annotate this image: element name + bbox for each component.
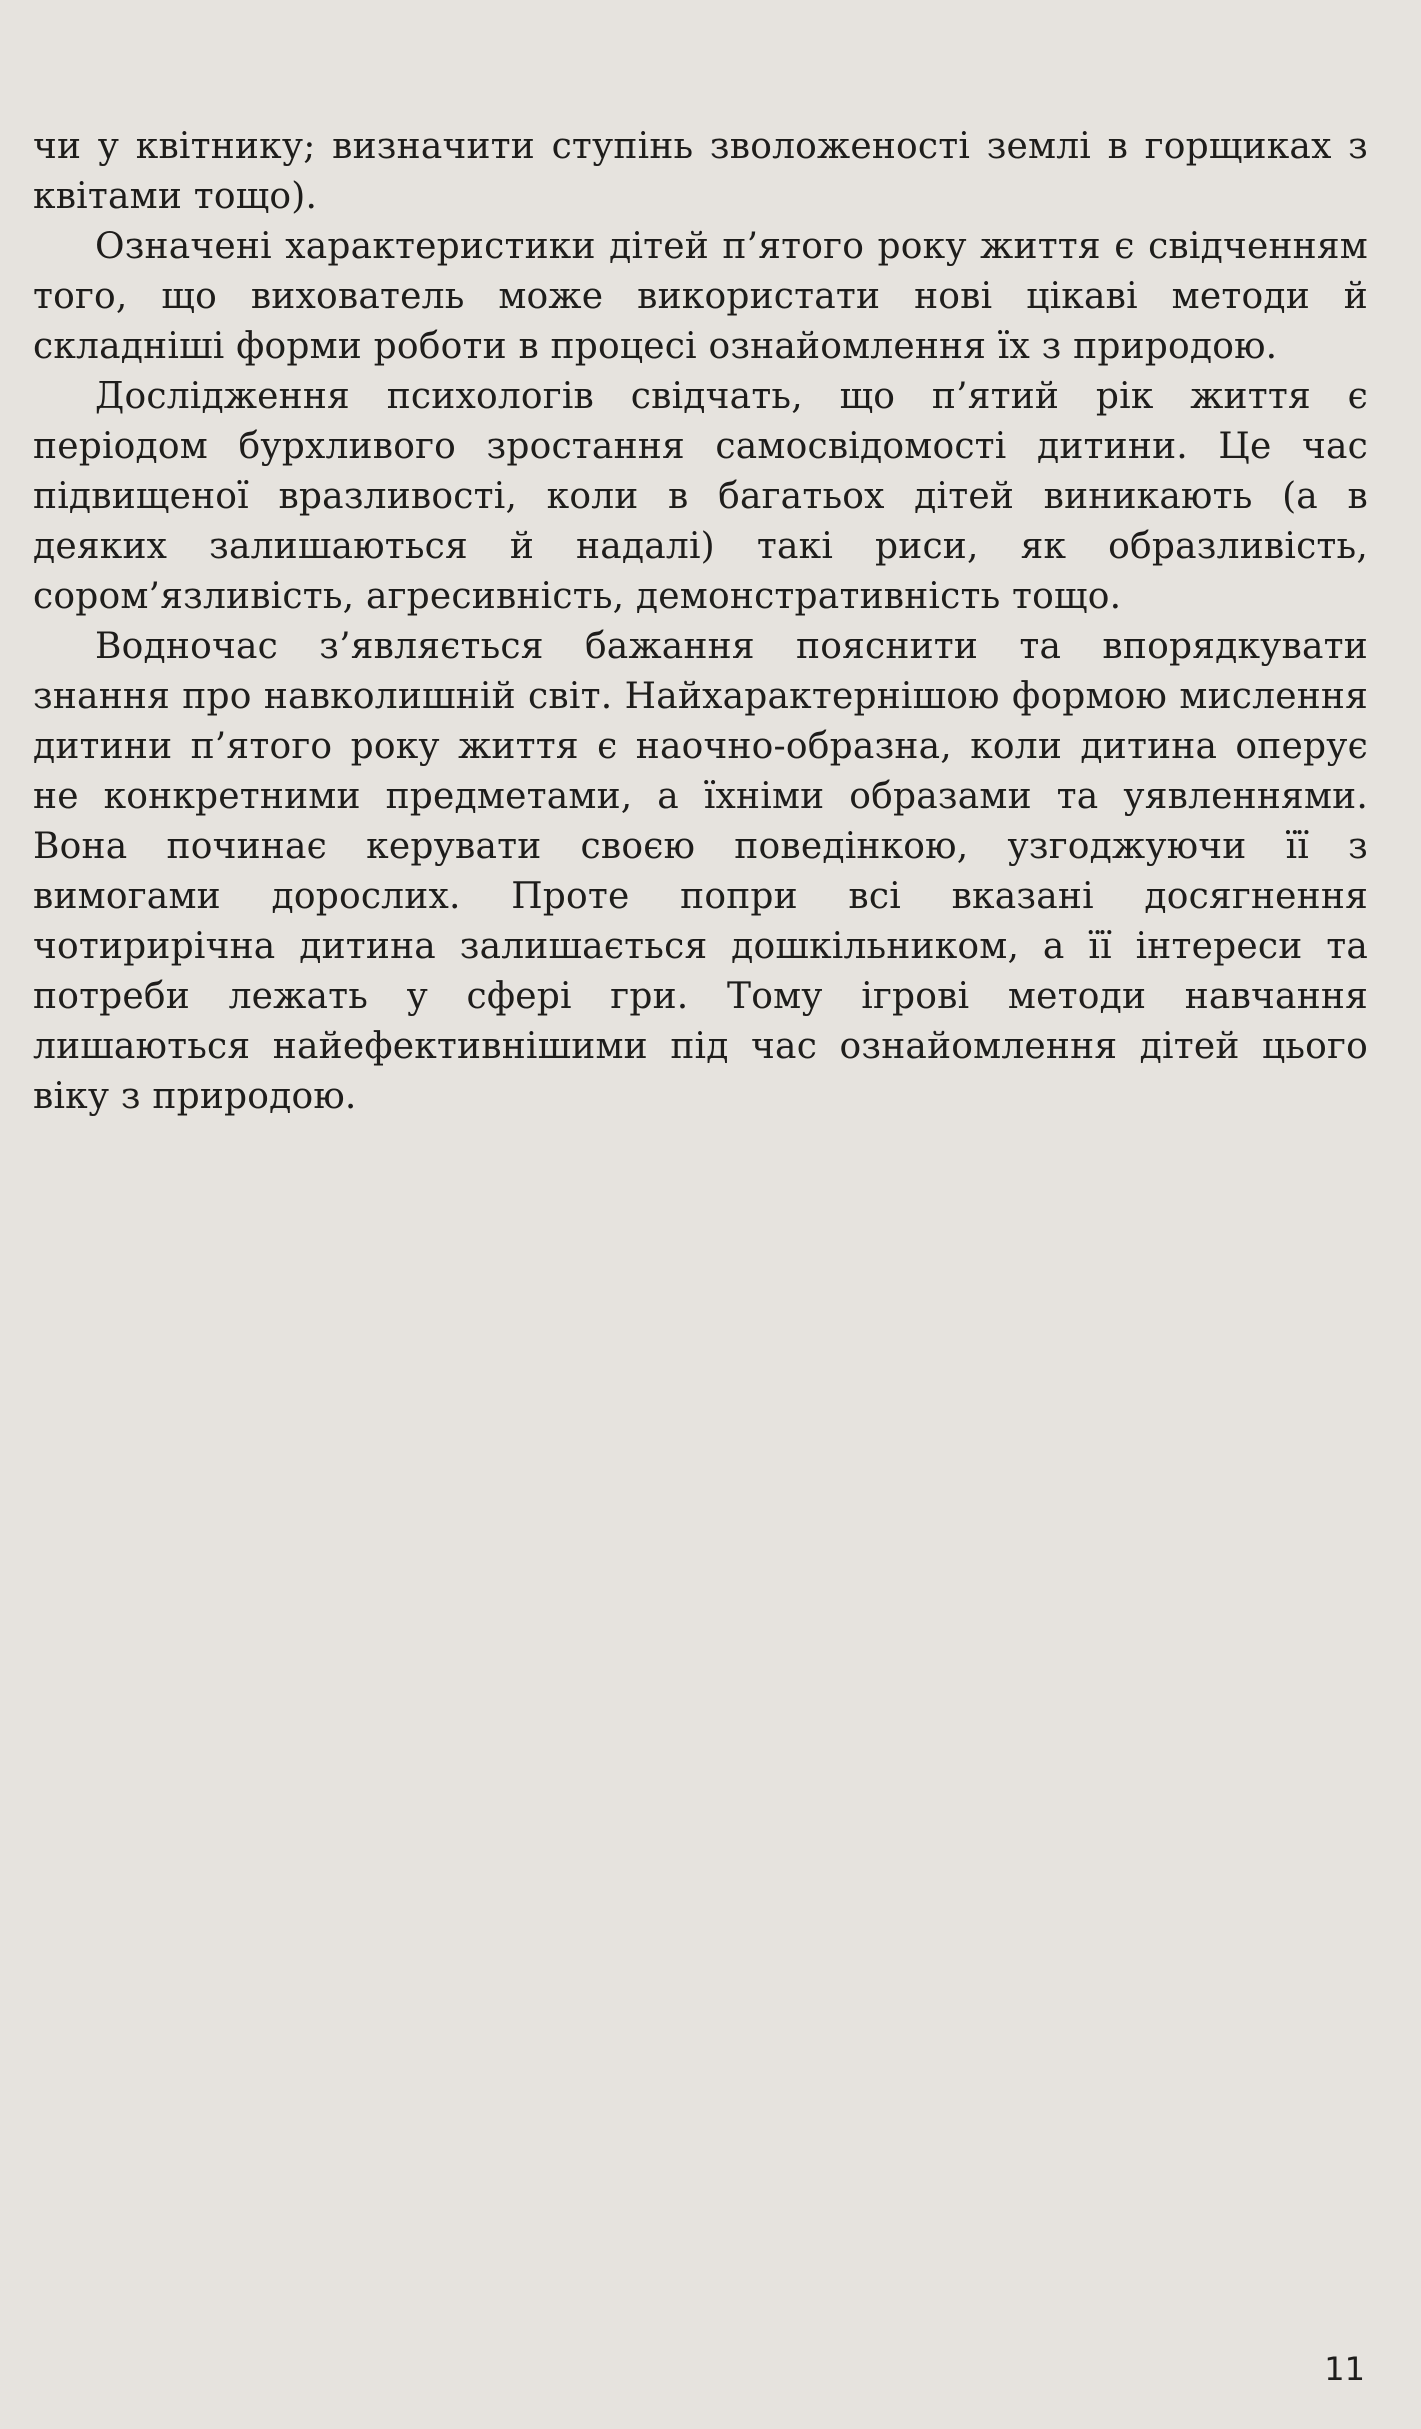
body-text (33, 122, 1368, 1122)
paragraph-continued: чи у квітнику; визначити ступінь зволоженості землі в горщиках з квітами тощо). (33, 126, 1368, 217)
paragraph-characteristics: Означені характеристики дітей п’ятого року життя є свідченням того, що вихователь може використати нові цікаві методи й складніші форми роботи в процесі ознайомлення їх з природою. (33, 226, 1368, 367)
paragraph-psychologists-research: Дослідження психологів свідчать, що п’ятий рік життя є періодом бурхливого зростання самосвідомості дитини. Це час підвищеної вразливості, коли в багатьох дітей виникають (а в деяких залишаються й надалі) такі риси, як образливість, сором’язливість, агресивність, демонстративність тощо. (33, 376, 1368, 617)
paragraph-thinking-and-play: Водночас з’являється бажання пояснити та впорядкувати знання про навколишній світ. Найхарактернішою формою мислення дитини п’ятого року життя є наочно-образна, коли дитина оперує не конкретними предметами, а їхніми образами та уявленнями. Вона починає керувати своєю поведінкою, узгоджуючи її з вимогами дорослих. Проте попри всі вказані досягнення чотирирічна дитина залишається дошкільником, а її інтереси та потреби лежать у сфері гри. Тому ігрові методи навчання лишаються найефективнішими під час ознайомлення дітей цього віку з природою. (33, 626, 1368, 1117)
page-number: 11 (1324, 2350, 1365, 2388)
